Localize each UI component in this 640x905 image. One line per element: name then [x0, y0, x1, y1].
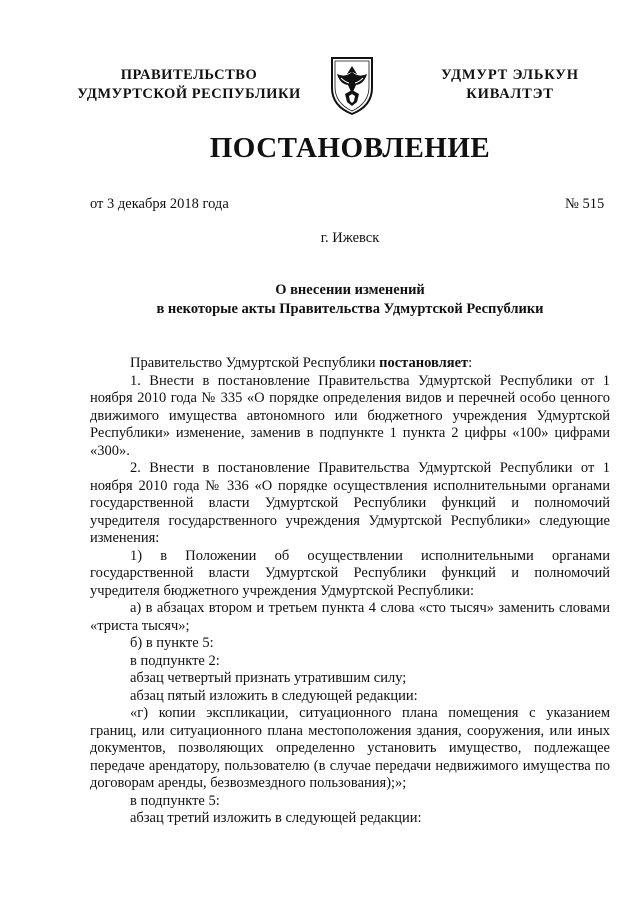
intro-paragraph — [90, 355, 610, 373]
government-name-udmurt-line2: КИВАЛТЭТ — [466, 86, 554, 102]
intro-text: Правительство Удмуртской Республики — [130, 355, 380, 371]
paragraph-6: в подпункте 2: — [130, 652, 220, 669]
document-header — [0, 54, 640, 124]
government-name-line2: УДМУРТСКОЙ РЕСПУБЛИКИ — [77, 86, 301, 102]
document-city: г. Ижевск — [320, 230, 380, 246]
paragraph-7: абзац четвертый признать утратившим силу; — [130, 670, 407, 686]
subject-line2: в некоторые акты Правительства Удмуртской Республики — [156, 301, 544, 317]
paragraph-1: 1. Внести в постановление Правительства Удмуртской Республики от 1 ноября 2010 года № 335 «О порядке определения видов и перечней особо ценного движимого имущества автономного или бюджетного учреждения Удмуртской Республики» изменение, заменив в подпункте 1 пункта 2 цифры «100» цифрами «300». — [90, 372, 610, 459]
paragraph-3: 1) в Положении об осуществлении исполнительными органами государственной власти Удмуртской Республики функций и полномочий учредителя бюджетного учреждения Удмуртской Республики: — [90, 547, 610, 599]
intro-colon: : — [468, 355, 473, 371]
document-date: от 3 декабря 2018 года — [90, 196, 229, 212]
government-name-line1: ПРАВИТЕЛЬСТВО — [120, 67, 258, 83]
paragraph-5: б) в пункте 5: — [130, 635, 214, 651]
document-body — [90, 355, 610, 828]
intro-keyword: постановляет — [379, 355, 469, 371]
government-name-udmurt — [420, 66, 600, 104]
paragraph-2: 2. Внести в постановление Правительства Удмуртской Республики от 1 ноября 2010 года № 336 «О порядке осуществления исполнительными органами государственной власти Удмуртской Республики функций и полномочий учредителя государственного учреждения Удмуртской Республики» следующие изменения: — [90, 460, 610, 546]
document-subject — [0, 281, 640, 319]
paragraph-4: а) в абзацах втором и третьем пункта 4 слова «сто тысяч» заменить словами «триста тысяч»; — [90, 600, 610, 634]
subject-line1: О внесении изменений — [275, 282, 425, 298]
paragraph-10: в подпункте 5: — [130, 792, 220, 809]
paragraph-11: абзац третий изложить в следующей редакции: — [130, 810, 422, 826]
government-name-russian — [64, 66, 314, 104]
document-title: ПОСТАНОВЛЕНИЕ — [209, 132, 491, 164]
paragraph-8: абзац пятый изложить в следующей редакции: — [130, 687, 418, 704]
coat-of-arms-icon — [329, 54, 375, 116]
paragraph-9: «г) копии экспликации, ситуационного плана помещения с указанием границ, или ситуационного плана местоположения здания, сооружения, или иных документов, позволяющих определенно установить имущество, подлежащее передаче арендатору, пользователю (в случае передачи недвижимого имущества по договорам аренды, безвозмездного пользования);»; — [90, 705, 610, 791]
government-name-udmurt-line1: УДМУРТ ЭЛЬКУН — [441, 67, 579, 83]
document-number: № 515 — [565, 196, 605, 212]
